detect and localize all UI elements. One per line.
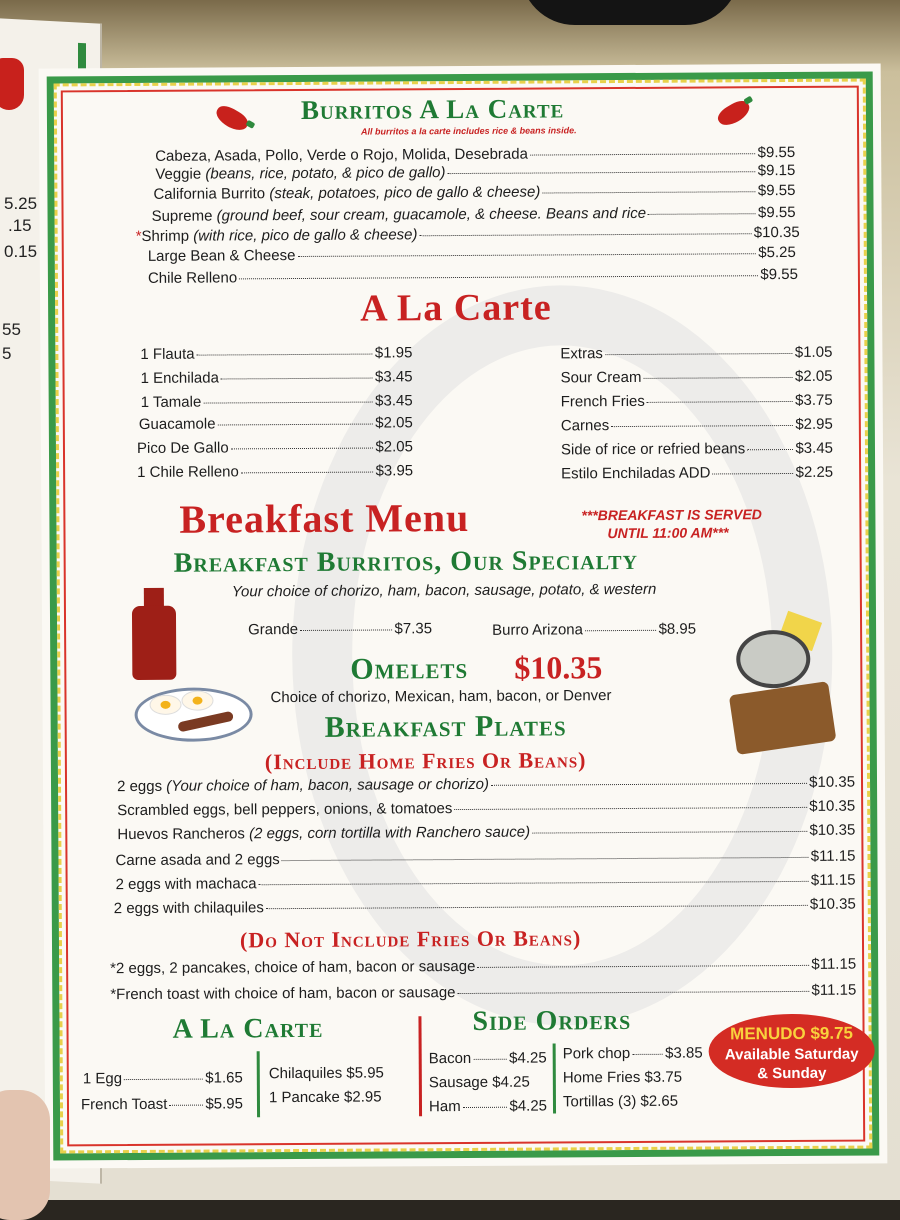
menudo-badge: [708, 1013, 874, 1088]
menu-item: Huevos Rancheros (2 eggs, corn tortilla with Ranchero sauce) $10.35: [117, 821, 856, 844]
menu-item: *2 eggs, 2 pancakes, choice of ham, bacon or sausage $11.15: [110, 955, 857, 978]
menu-item: Bacon $4.25: [428, 1049, 547, 1068]
left-page-price: 5.25: [4, 194, 38, 213]
menudo-availability: Available Saturday: [724, 1045, 859, 1064]
menu-item: Grande $7.35: [248, 620, 433, 639]
left-page-price: .15: [8, 216, 32, 235]
breakfast-plates-title: Breakfast Plates: [324, 709, 567, 744]
menu-item: Scrambled eggs, bell peppers, onions, & tomatoes $10.35: [117, 797, 856, 820]
menu-page: [39, 63, 888, 1168]
breakfast-title: Breakfast Menu: [179, 494, 470, 542]
no-fries-title: (Do Not Include Fries Or Beans): [239, 925, 582, 953]
breakfast-served-note: UNTIL 11:00 AM***: [607, 524, 729, 542]
menu-item: Sausage $4.25: [428, 1073, 530, 1092]
menu-item: Home Fries $3.75: [562, 1068, 683, 1087]
menu-item: 1 Flauta $1.95: [140, 344, 413, 363]
burritos-note: All burritos a la carte includes rice & beans inside.: [361, 125, 577, 137]
menu-item: Estilo Enchiladas ADD $2.25: [561, 463, 834, 483]
omelets-sub: Choice of chorizo, Mexican, ham, bacon, or Denver: [270, 687, 612, 707]
menu-item: 1 Egg $1.65: [82, 1069, 243, 1088]
breakfast-plates-sub: (Include Home Fries Or Beans): [264, 747, 587, 775]
left-page-price: 0.15: [4, 242, 38, 261]
sausage-icon: [177, 711, 234, 733]
omelets-title: Omelets: [350, 651, 469, 686]
menu-item: Sour Cream $2.05: [560, 367, 833, 387]
menu-item: * Shrimp (with rice, pico de gallo & cheese) $10.35: [135, 223, 800, 245]
menu-item: 1 Enchilada $3.45: [140, 368, 413, 387]
menu-item: *French toast with choice of ham, bacon or sausage $11.15: [110, 981, 857, 1004]
menu-item: Side of rice or refried beans $3.45: [560, 439, 834, 459]
menu-item: 1 Chile Relleno $3.95: [137, 462, 414, 481]
left-page-price: 5: [2, 344, 12, 363]
menu-item: Carne asada and 2 eggs $11.15: [115, 847, 856, 870]
breakfast-served-note: ***BREAKFAST IS SERVED: [581, 506, 762, 524]
pepper-decoration: [0, 58, 24, 110]
menu-item: Guacamole $2.05: [138, 414, 413, 433]
menu-item: Veggie (beans, rice, potato, & pico de gallo) $9.15: [155, 161, 796, 183]
hot-sauce-bottle-icon: [132, 606, 176, 680]
menu-item: Ham $4.25: [428, 1097, 548, 1116]
menu-item: 1 Pancake $2.95: [268, 1088, 382, 1107]
menu-item: Large Bean & Cheese $5.25: [147, 243, 796, 265]
menu-item: French Fries $3.75: [560, 391, 833, 411]
menu-item: Tortillas (3) $2.65: [562, 1092, 679, 1111]
column-divider: [257, 1051, 260, 1117]
egg-icon: [149, 695, 181, 715]
thumb: [0, 1090, 50, 1220]
menu-item: 2 eggs with chilaquiles $10.35: [113, 895, 856, 918]
menu-item: Pork chop $3.85: [562, 1044, 703, 1063]
column-divider: [418, 1016, 422, 1116]
side-orders-title: Side Orders: [472, 1004, 632, 1037]
menu-item: Supreme (ground beef, sour cream, guacamole, & cheese. Beans and rice $9.55: [151, 203, 796, 225]
breakfast-burritos-title: Breakfast Burritos, Our Specialty: [173, 544, 639, 579]
burritos-title: Burritos A La Carte: [300, 93, 565, 125]
menu-item: Chilaquiles $5.95: [268, 1064, 384, 1083]
menu-item: Burro Arizona $8.95: [492, 620, 697, 639]
frying-pan-icon: [736, 630, 810, 688]
column-divider: [553, 1043, 556, 1113]
egg-icon: [181, 691, 213, 711]
menu-item: Pico De Gallo $2.05: [136, 438, 414, 457]
menudo-availability: & Sunday: [757, 1064, 827, 1083]
breakfast-burritos-sub: Your choice of chorizo, ham, bacon, sausage, potato, & western: [231, 580, 657, 601]
menu-item: Chile Relleno $9.55: [147, 265, 798, 287]
menu-item: 2 eggs with machaca $11.15: [115, 871, 856, 894]
menu-item: French Toast $5.95: [80, 1095, 244, 1114]
left-page-price: 55: [2, 320, 21, 339]
a-la-carte-title: A La Carte: [359, 286, 552, 330]
menu-item: 2 eggs (Your choice of ham, bacon, sausage or chorizo) $10.35: [116, 773, 856, 796]
omelets-price: $10.35: [514, 649, 603, 686]
menu-item: Carnes $2.95: [560, 415, 833, 435]
menu-item: Extras $1.05: [560, 343, 833, 363]
menu-item: Cabeza, Asada, Pollo, Verde o Rojo, Molida, Desebrada $9.55: [155, 143, 796, 165]
menudo-title: MENUDO $9.75: [730, 1023, 854, 1044]
menu-item: California Burrito (steak, potatoes, pico de gallo & cheese) $9.55: [153, 181, 796, 203]
bottom-a-la-carte-title: A La Carte: [172, 1012, 324, 1045]
menu-item: 1 Tamale $3.45: [140, 392, 413, 411]
